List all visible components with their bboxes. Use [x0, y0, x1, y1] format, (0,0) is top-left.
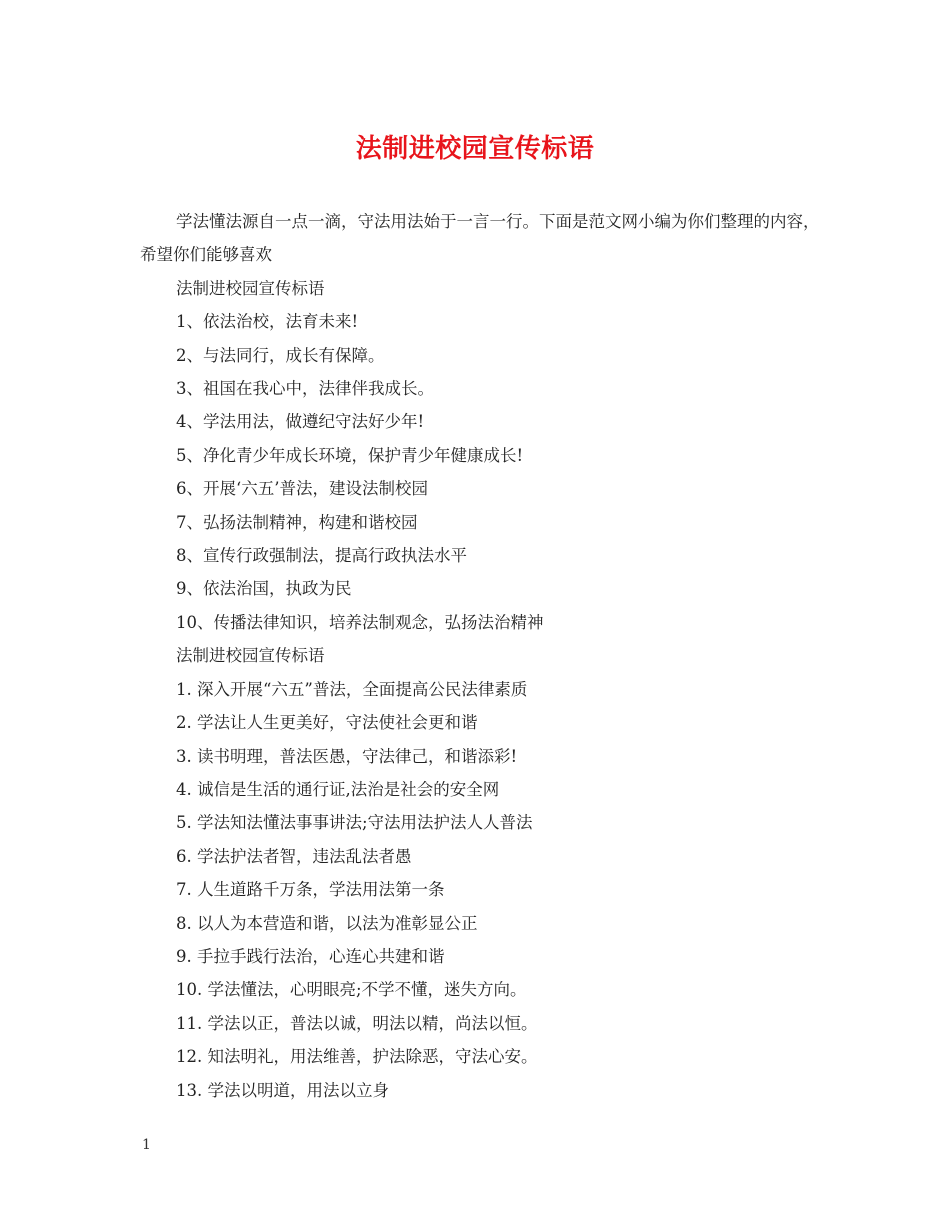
list-item: 4、学法用法，做遵纪守法好少年!	[176, 412, 425, 432]
list-item: 7、弘扬法制精神，构建和谐校园	[176, 512, 418, 532]
list-item: 4. 诚信是生活的通行证,法治是社会的安全网	[176, 779, 500, 799]
list-item: 3. 读书明理，普法医愚，守法律己，和谐添彩!	[176, 746, 518, 766]
intro-paragraph: 学法懂法源自一点一滴，守法用法始于一言一行。下面是范文网小编为你们整理的内容，希望你们能够喜欢	[140, 212, 820, 265]
list-item: 13. 学法以明道，用法以立身	[176, 1080, 389, 1100]
list-item: 5. 学法知法懂法事事讲法;守法用法护法人人普法	[176, 813, 533, 833]
list-item: 1、依法治校，法育未来!	[176, 312, 359, 332]
list-item: 6. 学法护法者智，违法乱法者愚	[176, 846, 412, 866]
list-item: 2、与法同行，成长有保障。	[176, 345, 385, 365]
list-item: 5、净化青少年成长环境，保护青少年健康成长!	[176, 445, 524, 465]
list-item: 6、开展‘六五’普法，建设法制校园	[176, 479, 428, 499]
document-body	[140, 205, 820, 1107]
slogan-list	[140, 272, 820, 1107]
page-number: 1	[142, 1137, 151, 1153]
list-item: 法制进校园宣传标语	[176, 646, 325, 666]
list-item: 1. 深入开展“六五”普法，全面提高公民法律素质	[176, 679, 528, 699]
list-item: 9、依法治国，执政为民	[176, 579, 352, 599]
list-item: 10. 学法懂法，心明眼亮;不学不懂，迷失方向。	[176, 980, 527, 1000]
list-item: 2. 学法让人生更美好，守法使社会更和谐	[176, 713, 478, 733]
list-item: 8、宣传行政强制法，提高行政执法水平	[176, 546, 467, 566]
list-item: 10、传播法律知识，培养法制观念，弘扬法治精神	[176, 612, 544, 632]
list-item: 12. 知法明礼，用法维善，护法除恶，守法心安。	[176, 1047, 538, 1067]
list-item: 法制进校园宣传标语	[176, 278, 325, 298]
list-item: 8. 以人为本营造和谐，以法为准彰显公正	[176, 913, 478, 933]
list-item: 7. 人生道路千万条，学法用法第一条	[176, 880, 445, 900]
list-item: 3、祖国在我心中，法律伴我成长。	[176, 379, 434, 399]
document-title: 法制进校园宣传标语	[355, 134, 595, 164]
list-item: 9. 手拉手践行法治，心连心共建和谐	[176, 946, 445, 966]
list-item: 11. 学法以正，普法以诚，明法以精，尚法以恒。	[176, 1013, 538, 1033]
